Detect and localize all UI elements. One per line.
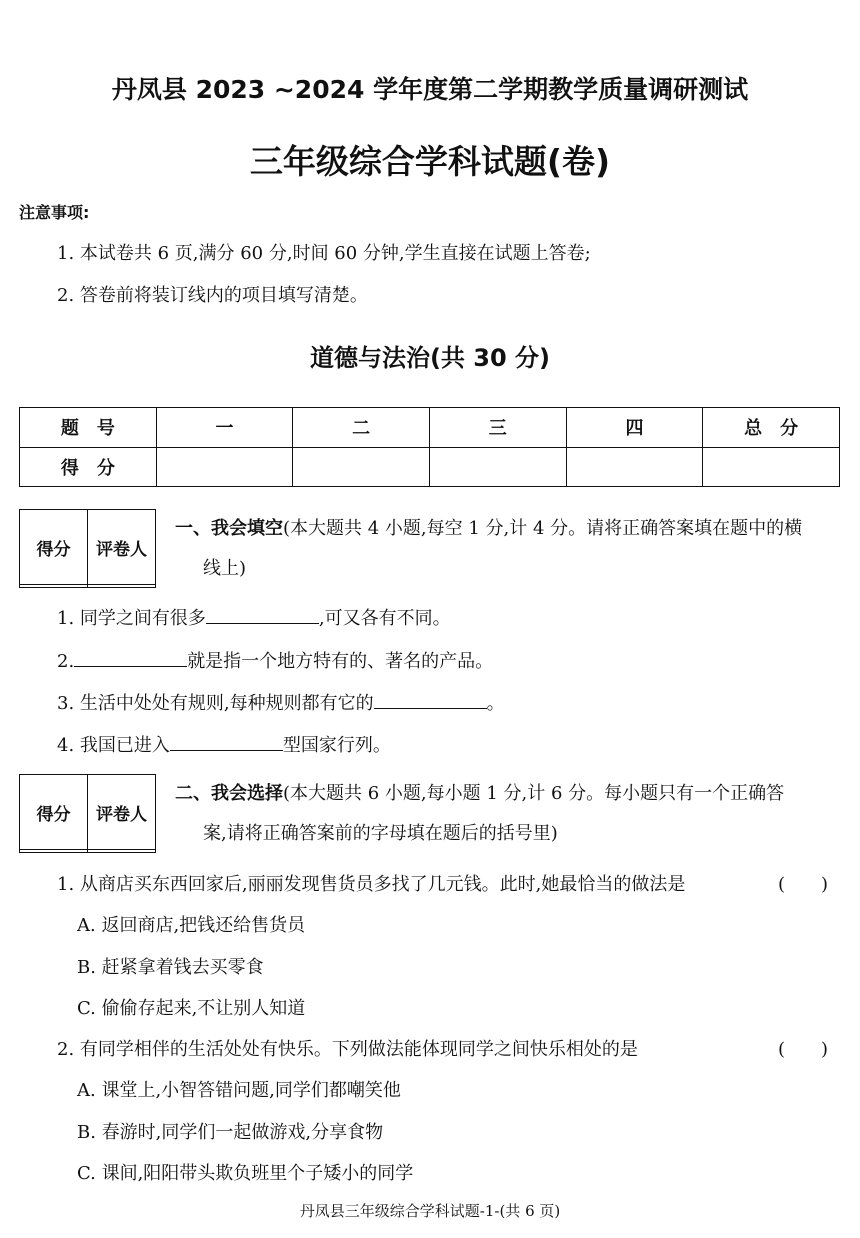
grader-name-label: 评卷人 [88,510,156,585]
choice-option: C. 偷偷存起来,不让别人知道 [77,998,306,1019]
score-input-cell[interactable] [429,447,566,487]
grader-name-cell[interactable] [88,585,156,588]
notice-heading: 注意事项: [19,203,90,222]
score-input-cell[interactable] [293,447,430,487]
choice-option: B. 春游时,同学们一起做游戏,分享食物 [77,1122,384,1143]
section1-heading [175,518,802,540]
answer-blank[interactable] [374,692,487,709]
fill-question-1 [57,607,451,630]
section1-title: 一、我会填空 [175,518,283,539]
score-input-cell[interactable] [703,447,840,487]
score-table-cell: 三 [429,408,566,448]
grader-box-section2 [19,774,156,853]
score-table-cell: 四 [566,408,703,448]
score-table [19,407,840,487]
choice-question-1-stem: 1. 从商店买东西回家后,丽丽发现售货员多找了几元钱。此时,她最恰当的做法是 [57,874,686,895]
score-table-cell: 一 [156,408,293,448]
grader-score-cell[interactable] [20,585,88,588]
score-table-cell: 二 [293,408,430,448]
answer-blank[interactable] [170,734,283,751]
section1-description: (本大题共 4 小题,每空 1 分,计 4 分。请将正确答案填在题中的横 [283,518,803,539]
grader-box-section1 [19,509,156,588]
grader-score-cell[interactable] [20,850,88,853]
paper-title: 三年级综合学科试题(卷) [249,142,611,181]
fill-question-2 [57,650,493,673]
question-text: 。 [486,693,505,714]
question-text: ,可又各有不同。 [318,608,451,629]
score-table-cell: 题 号 [20,408,157,448]
answer-bracket[interactable]: ( ) [778,1039,829,1060]
fill-question-4 [57,734,391,757]
question-text: 型国家行列。 [282,735,391,756]
question-text: 4. 我国已进入 [57,735,170,756]
question-text: 1. 同学之间有很多 [57,608,206,629]
question-text: 3. 生活中处处有规则,每种规则都有它的 [57,693,374,714]
grader-name-label: 评卷人 [88,775,156,850]
score-input-cell[interactable] [566,447,703,487]
notice-item-1: 1. 本试卷共 6 页,满分 60 分,时间 60 分钟,学生直接在试题上答卷; [57,243,591,264]
answer-bracket[interactable]: ( ) [778,874,829,895]
page-footer: 丹凤县三年级综合学科试题-1-(共 6 页) [299,1202,561,1220]
section2-description: (本大题共 6 小题,每小题 1 分,计 6 分。每小题只有一个正确答 [283,783,785,804]
score-table-cell: 总 分 [703,408,840,448]
exam-title: 丹凤县 2023 ~2024 学年度第二学期教学质量调研测试 [111,75,749,104]
answer-blank[interactable] [206,607,319,624]
section1-description-cont: 线上) [203,558,247,579]
score-table-header-row [20,408,840,448]
choice-option: C. 课间,阳阳带头欺负班里个子矮小的同学 [77,1163,414,1184]
section2-heading [175,783,784,805]
choice-option: A. 返回商店,把钱还给售货员 [77,915,306,936]
score-table-score-row [20,447,840,487]
score-input-cell[interactable] [156,447,293,487]
choice-question-2-stem: 2. 有同学相伴的生活处处有快乐。下列做法能体现同学之间快乐相处的是 [57,1039,638,1060]
fill-question-3 [57,692,505,715]
choice-option: B. 赶紧拿着钱去买零食 [77,957,264,978]
choice-option: A. 课堂上,小智答错问题,同学们都嘲笑他 [77,1080,401,1101]
answer-blank[interactable] [74,650,187,667]
score-table-cell: 得 分 [20,447,157,487]
subject-title: 道德与法治(共 30 分) [309,344,551,372]
section2-description-cont: 案,请将正确答案前的字母填在题后的括号里) [203,823,558,844]
grader-score-label: 得分 [20,775,88,850]
question-text: 就是指一个地方特有的、著名的产品。 [187,651,494,672]
question-text: 2. [57,651,75,672]
grader-score-label: 得分 [20,510,88,585]
grader-name-cell[interactable] [88,850,156,853]
notice-item-2: 2. 答卷前将装订线内的项目填写清楚。 [57,285,368,306]
section2-title: 二、我会选择 [175,783,283,804]
